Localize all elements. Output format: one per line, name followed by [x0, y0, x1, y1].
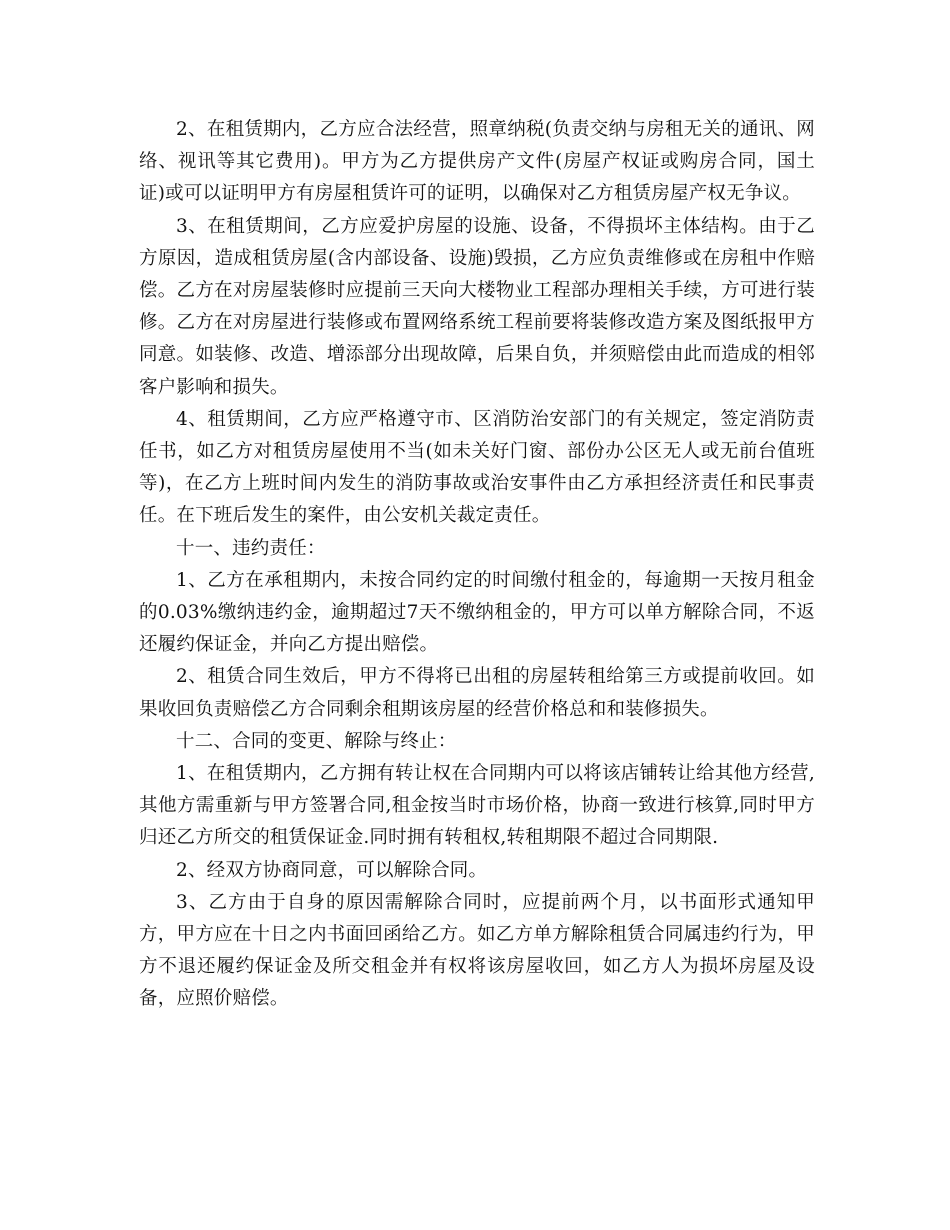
clause-11-1: 1、乙方在承租期内，未按合同约定的时间缴付租金的，每逾期一天按月租金的0.03%缴纳违约金，逾期超过7天不缴纳租金的，甲方可以单方解除合同，不返还履约保证金，并向乙方提出赔偿。	[139, 569, 815, 656]
section-heading-breach: 十一、违约责任：	[176, 537, 326, 559]
document-body	[139, 114, 815, 1016]
clause-12-2: 2、经双方协商同意，可以解除合同。	[176, 859, 488, 881]
clause-10-3: 3、在租赁期间，乙方应爱护房屋的设施、设备，不得损坏主体结构。由于乙方原因，造成租赁房屋(含内部设备、设施)毁损，乙方应负责维修或在房租中作赔偿。乙方在对房屋装修时应提前三天向大楼物业工程部办理相关手续，方可进行装修。乙方在对房屋进行装修或布置网络系统工程前要将装修改造方案及图纸报甲方同意。如装修、改造、增添部分出现故障，后果自负，并须赔偿由此而造成的相邻客户影响和损失。	[139, 215, 815, 398]
clause-12-1: 1、在租赁期内，乙方拥有转让权在合同期内可以将该店铺转让给其他方经营,其他方需重新与甲方签署合同,租金按当时市场价格，协商一致进行核算,同时甲方归还乙方所交的租赁保证金.同时拥有转租权,转租期限不超过合同期限.	[139, 763, 815, 849]
clause-12-3: 3、乙方由于自身的原因需解除合同时，应提前两个月，以书面形式通知甲方，甲方应在十日之内书面回函给乙方。如乙方单方解除租赁合同属违约行为，甲方不退还履约保证金及所交租金并有权将该房屋收回，如乙方人为损坏房屋及设备，应照价赔偿。	[139, 891, 815, 1010]
clause-10-4: 4、租赁期间，乙方应严格遵守市、区消防治安部门的有关规定，签定消防责任书，如乙方对租赁房屋使用不当(如未关好门窗、部份办公区无人或无前台值班等)，在乙方上班时间内发生的消防事故或治安事件由乙方承担经济责任和民事责任。在下班后发生的案件，由公安机关裁定责任。	[139, 408, 815, 527]
clause-10-2: 2、在租赁期内，乙方应合法经营，照章纳税(负责交纳与房租无关的通讯、网络、视讯等其它费用)。甲方为乙方提供房产文件(房屋产权证或购房合同，国土证)或可以证明甲方有房屋租赁许可的证明，以确保对乙方租赁房屋产权无争议。	[139, 119, 815, 205]
section-heading-termination: 十二、合同的变更、解除与终止：	[176, 730, 457, 752]
clause-11-2: 2、租赁合同生效后，甲方不得将已出租的房屋转租给第三方或提前收回。如果收回负责赔偿乙方合同剩余租期该房屋的经营价格总和和装修损失。	[139, 666, 815, 720]
